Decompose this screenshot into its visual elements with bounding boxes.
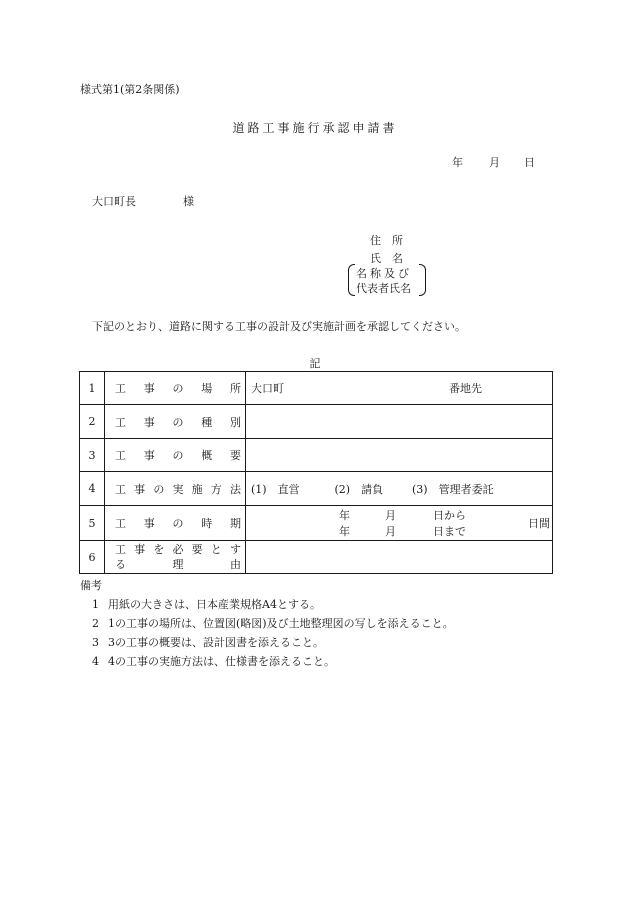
application-table [79, 371, 553, 574]
address-label: 住 所 [370, 234, 403, 247]
remark-number: 1 [92, 598, 99, 611]
date-day-label: 日 [524, 156, 535, 169]
label-char: 概 [201, 449, 213, 462]
row-number: 4 [80, 472, 105, 506]
label-char: 工 [115, 449, 126, 462]
remark-number: 4 [92, 655, 99, 668]
label-char: の [172, 415, 184, 429]
label-char: 事 [134, 543, 146, 556]
remark-number: 3 [92, 636, 99, 649]
period-from-year: 年 [339, 509, 350, 522]
label-char: 工 [115, 482, 126, 496]
period-duration: 日間 [528, 517, 550, 530]
period-to-year: 年 [339, 525, 350, 538]
date-year-label: 年 [452, 156, 463, 169]
work-overview-cell[interactable] [246, 439, 553, 472]
location-town: 大口町 [251, 382, 284, 395]
label-char: 事 [134, 482, 146, 496]
method-option-contract[interactable]: (2) 請負 [334, 482, 384, 496]
row-item-label [105, 472, 246, 506]
period-to-month: 月 [385, 525, 396, 538]
row-item-label [105, 439, 246, 472]
form-number: 様式第1(第2条関係) [80, 83, 180, 96]
remark-item [92, 615, 454, 631]
method-option-manager[interactable]: (3) 管理者委託 [412, 482, 494, 496]
label-char: 方 [210, 482, 222, 496]
label-char: 所 [230, 382, 241, 395]
method-cell [246, 472, 553, 506]
label-char: の [153, 482, 165, 496]
label-char: の [172, 449, 184, 462]
label-char: 要 [230, 449, 241, 462]
item-text [115, 380, 241, 396]
method-option-direct[interactable]: (1) 直営 [251, 482, 300, 496]
label-char: 時 [201, 517, 213, 530]
work-type-cell[interactable] [246, 405, 553, 439]
row-number: 5 [80, 506, 105, 541]
document-title: 道路工事施行承認申請書 [232, 121, 398, 135]
table-row [80, 506, 553, 541]
row-number: 6 [80, 541, 105, 574]
period-from-day: 日から [433, 509, 466, 522]
period-cell[interactable] [246, 506, 553, 541]
label-char: 法 [229, 482, 241, 496]
label-char: 事 [143, 517, 155, 530]
remark-text: 用紙の大きさは、日本産業規格A4とする。 [108, 598, 321, 611]
table-row [80, 439, 553, 472]
location-cell[interactable] [246, 372, 553, 405]
label-char: 事 [143, 415, 155, 429]
label-char: 由 [230, 558, 241, 571]
label-char: 工 [115, 517, 126, 530]
name-label: 氏 名 [370, 252, 403, 265]
remark-text: 1の工事の場所は、位置図(略図)及び土地整理図の写しを添えること。 [108, 617, 454, 630]
label-char: 施 [191, 482, 203, 496]
row-item-label [105, 506, 246, 541]
remark-text: 4の工事の実施方法は、仕様書を添えること。 [108, 655, 335, 668]
bracket-left [348, 264, 355, 296]
remark-text: 3の工事の概要は、設計図書を添えること。 [108, 636, 324, 649]
table-row [80, 472, 553, 506]
row-number: 3 [80, 439, 105, 472]
addressee-name: 大口町長 [92, 195, 136, 208]
label-char: 実 [172, 482, 184, 496]
label-char: の [172, 382, 184, 395]
corp-label-line2: 代表者氏名 [356, 282, 411, 295]
label-char: 事 [143, 382, 155, 395]
label-char: る [115, 558, 126, 571]
row-item-label [105, 405, 246, 439]
label-char: 要 [191, 543, 203, 556]
reason-cell[interactable] [246, 541, 553, 574]
label-char: 種 [201, 415, 213, 429]
label-char: を [153, 543, 165, 556]
corp-label-line1: 名称及び [356, 267, 412, 280]
remark-item [92, 634, 324, 650]
label-char: 期 [230, 517, 241, 530]
table-row [80, 405, 553, 439]
label-char: す [229, 543, 241, 556]
label-char: 工 [115, 543, 126, 556]
row-number: 2 [80, 405, 105, 439]
label-char: 工 [115, 415, 126, 429]
period-to-day: 日まで [433, 525, 466, 538]
remark-item [92, 653, 335, 669]
remarks-heading: 備考 [80, 579, 102, 592]
reason-label-line1 [115, 542, 241, 557]
label-char: 工 [115, 382, 126, 395]
addressee-honorific: 様 [183, 195, 194, 208]
bracket-right [419, 264, 426, 296]
label-char: 別 [230, 415, 241, 429]
label-char: の [172, 517, 184, 530]
label-char: 理 [172, 558, 184, 571]
row-item-label [105, 372, 246, 405]
label-char: 必 [172, 543, 184, 556]
intro-text: 下記のとおり、道路に関する工事の設計及び実施計画を承認してください。 [92, 320, 466, 333]
ki-label: 記 [309, 357, 321, 370]
period-from-month: 月 [385, 509, 396, 522]
label-char: 事 [143, 449, 155, 462]
table-row [80, 541, 553, 574]
label-char: 場 [201, 382, 213, 395]
table-row [80, 372, 553, 405]
row-number: 1 [80, 372, 105, 405]
label-char: と [210, 543, 222, 556]
remark-number: 2 [92, 617, 99, 630]
remark-item [92, 596, 321, 612]
location-suffix: 番地先 [449, 382, 482, 395]
reason-label-line2 [115, 557, 241, 572]
date-month-label: 月 [489, 156, 500, 169]
row-item-label [105, 541, 246, 574]
